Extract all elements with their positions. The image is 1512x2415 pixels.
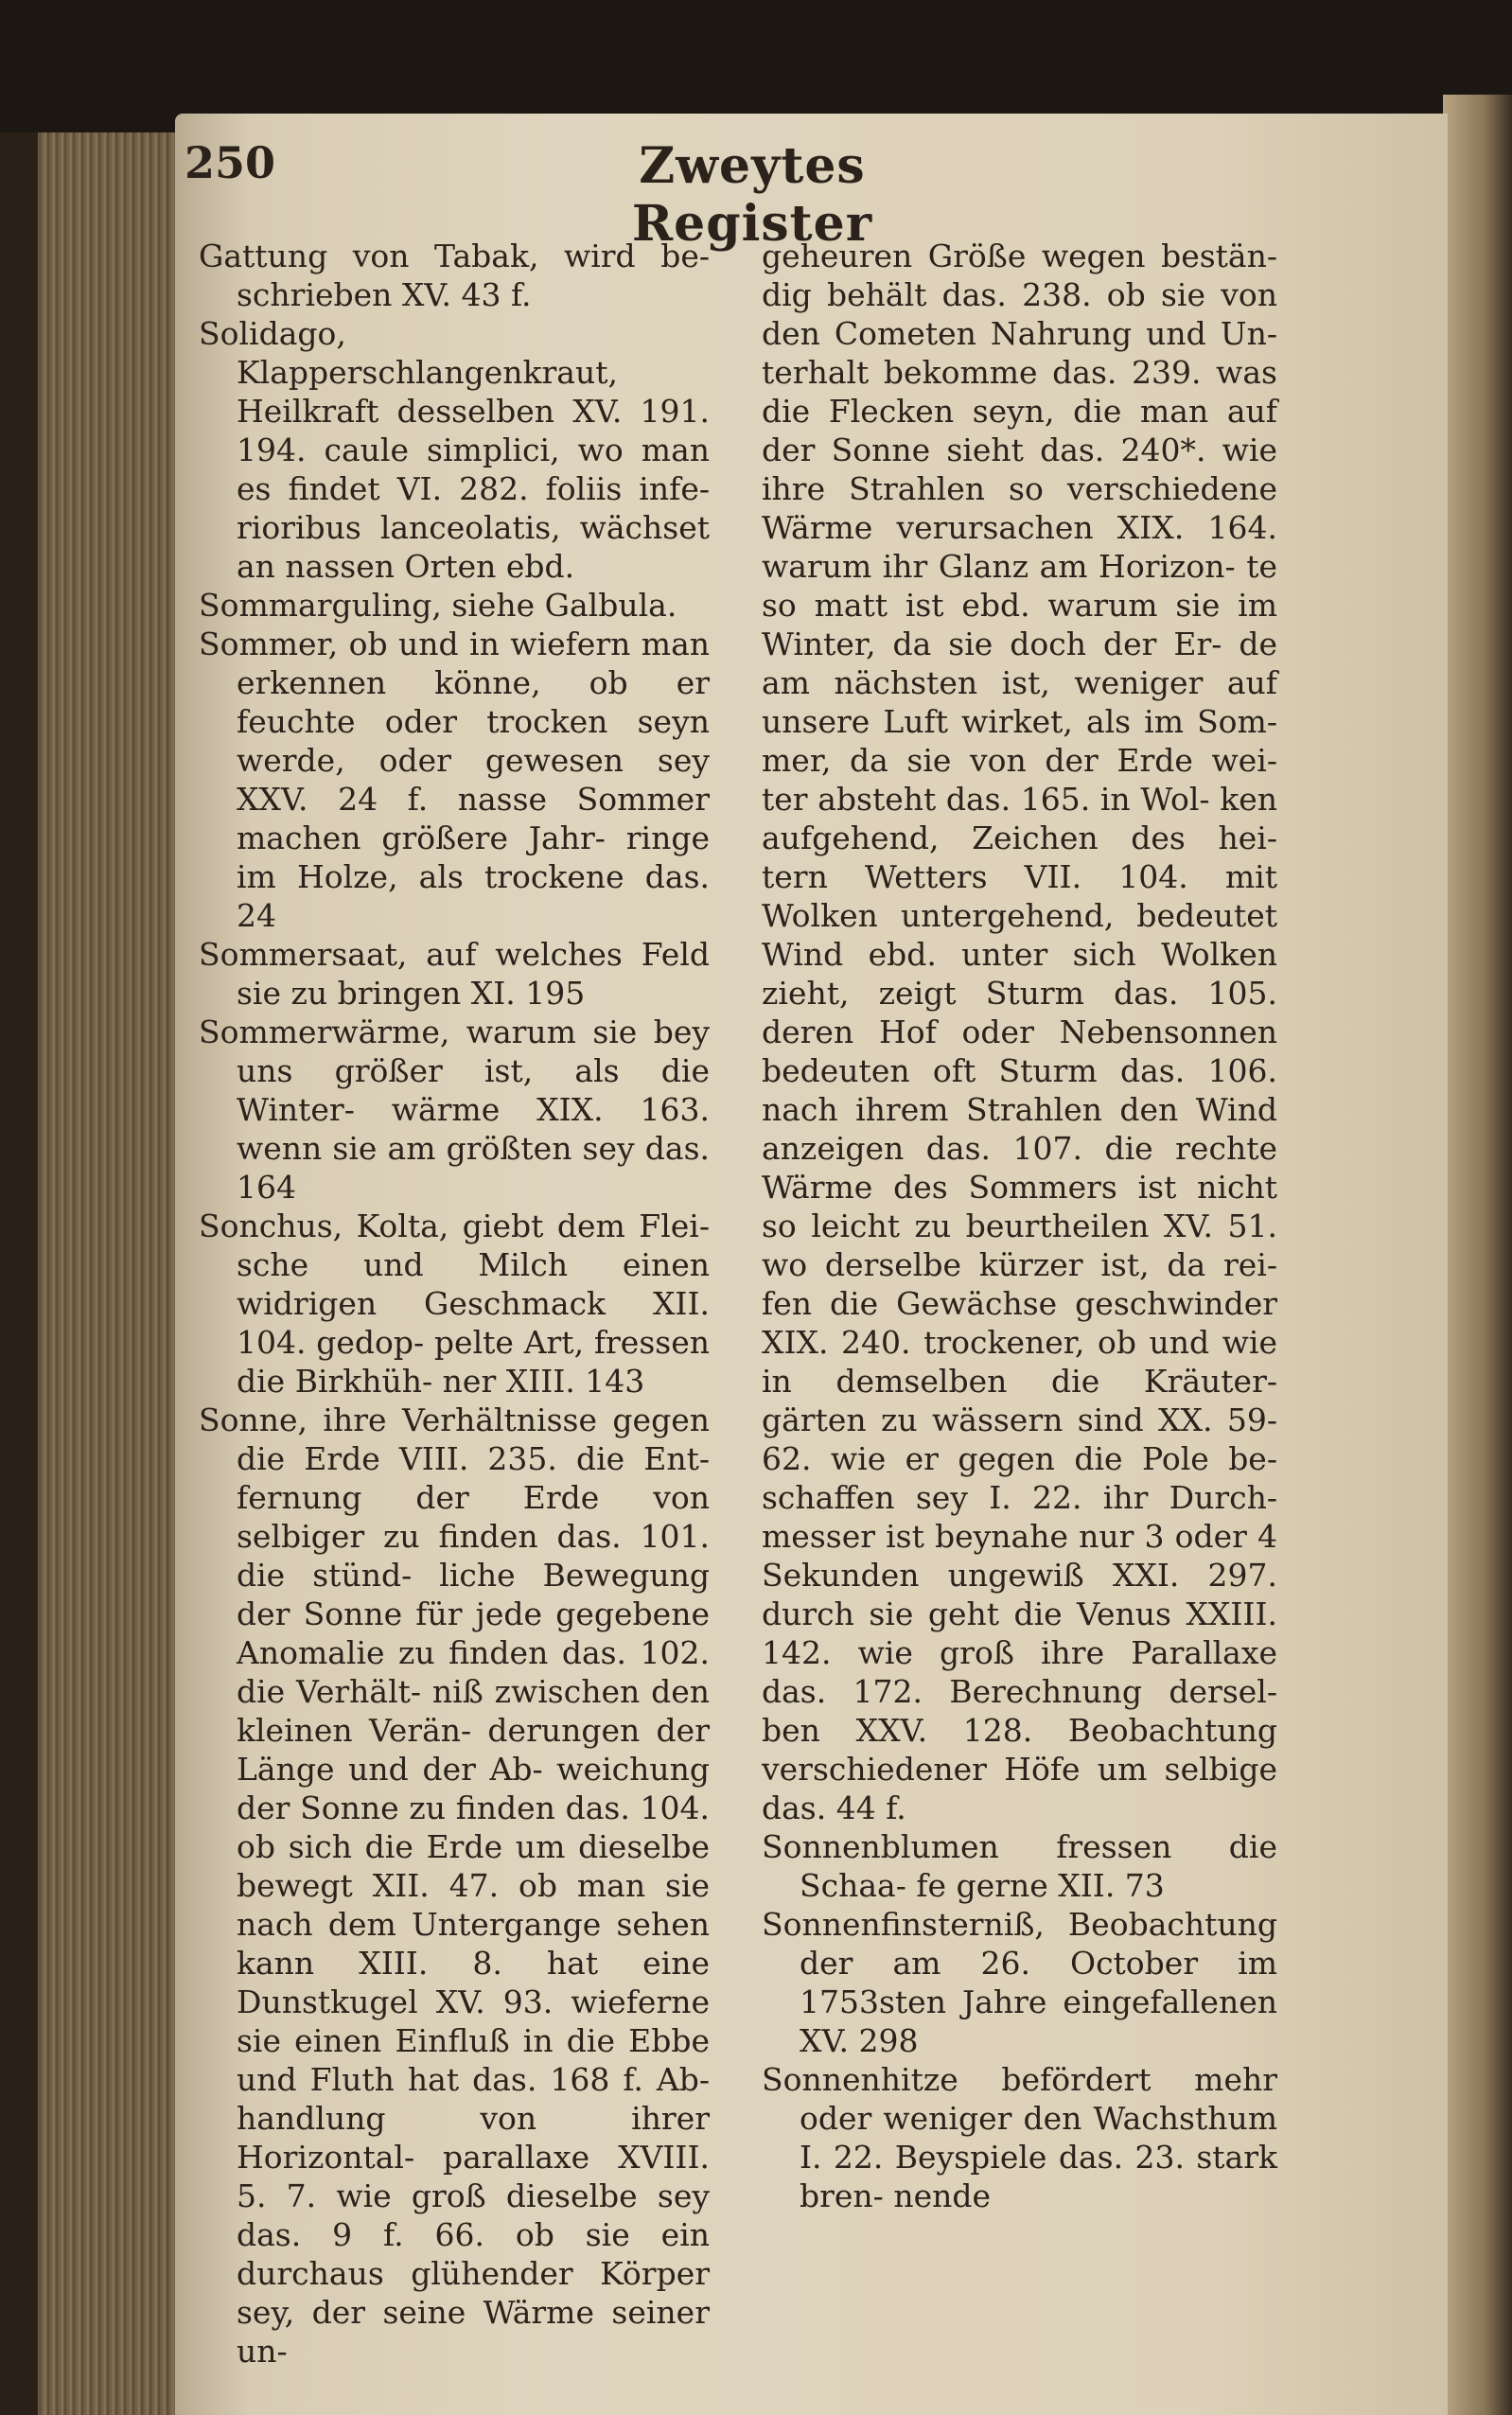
index-entry: Sommerwärme, warum sie bey uns größer ist, als die Winter‐ wärme XIX. 163. wenn sie am größten sey das. 164 bbox=[199, 1014, 710, 1206]
index-entry: Sommarguling, siehe Galbula. bbox=[199, 587, 677, 624]
index-entry: Sommer, ob und in wiefern man erkennen könne, ob er feuchte oder trocken seyn werde, oder gewesen sey XXV. 24 f. nasse Sommer machen größere Jahr‐ ringe im Holze, als trockene das. 24 bbox=[199, 626, 710, 934]
index-entry: Sonnenblumen fressen die Schaa‐ fe gerne XII. 73 bbox=[762, 1828, 1277, 1904]
index-entry: Solidago, Klapperschlangenkraut, Heilkraft desselben XV. 191. 194. caule simplici, wo man es findet VI. 282. foliis infe‐ rioribus lanceolatis, wächset an nassen Orten ebd. bbox=[199, 315, 710, 585]
index-column-right bbox=[762, 237, 1277, 2215]
page-number: 250 bbox=[185, 137, 276, 188]
index-entry: Sonnenfinsterniß, Beobachtung der am 26. October im 1753sten Jahre eingefallenen XV. 298 bbox=[762, 1906, 1277, 2059]
page-title: Zweytes Register bbox=[631, 137, 873, 253]
index-entry: Sonnenhitze befördert mehr oder weniger den Wachsthum I. 22. Beyspiele das. 23. stark bren‐ nende bbox=[762, 2061, 1277, 2214]
index-entry: Gattung von Tabak, wird be‐ schrieben XV. 43 f. bbox=[199, 238, 710, 313]
book-cover-edge bbox=[0, 132, 38, 2415]
index-column-left bbox=[199, 237, 710, 2371]
index-entry: Sonne, ihre Verhältnisse gegen die Erde VIII. 235. die Ent‐ fernung der Erde von selbiger zu finden das. 101. die stünd‐ liche Bewegung der Sonne für jede gegebene Anomalie zu finden das. 102. die Verhält‐ niß zwischen den kleinen Verän‐ derungen der Länge und der Ab‐ weichung der Sonne zu finden das. 104. ob sich die Erde um dieselbe bewegt XII. 47. ob man sie nach dem Untergange sehen kann XIII. 8. hat eine Dunstkugel XV. 93. wieferne sie einen Einfluß in die Ebbe und Fluth hat das. 168 f. Ab‐ handlung von ihrer Horizontal‐ parallaxe XVIII. 5. 7. wie groß dieselbe sey das. 9 f. 66. ob sie ein durchaus glühender Körper sey, der seine Wärme seiner un‐ bbox=[199, 1401, 710, 2370]
index-entry: Sonchus, Kolta, giebt dem Flei‐ sche und Milch einen widrigen Geschmack XII. 104. gedop‐ pelte Art, fressen die Birkhüh‐ ner XIII. 143 bbox=[199, 1208, 710, 1400]
facing-page-edge bbox=[1443, 95, 1512, 2415]
page-header bbox=[185, 137, 1206, 253]
index-entry: Sommersaat, auf welches Feld sie zu bringen XI. 195 bbox=[199, 936, 710, 1012]
index-entry-continued: geheuren Größe wegen bestän‐ dig behält das. 238. ob sie von den Cometen Nahrung und Un‐ terhalt bekomme das. 239. was die Flecken seyn, die man auf der Sonne sieht das. 240*. wie ihre Strahlen so verschiedene Wärme verursachen XIX. 164. warum ihr Glanz am Horizon‐ te so matt ist ebd. warum sie im Winter, da sie doch der Er‐ de am nächsten ist, weniger auf unsere Luft wirket, als im Som‐ mer, da sie von der Erde wei‐ ter absteht das. 165. in Wol‐ ken aufgehend, Zeichen des hei‐ tern Wetters VII. 104. mit Wolken untergehend, bedeutet Wind ebd. unter sich Wolken zieht, zeigt Sturm das. 105. deren Hof oder Nebensonnen bedeuten oft Sturm das. 106. nach ihrem Strahlen den Wind anzeigen das. 107. die rechte Wärme des Sommers ist nicht so leicht zu beurtheilen XV. 51. wo derselbe kürzer ist, da rei‐ fen die Gewächse geschwinder XIX. 240. trockener, ob und wie in demselben die Kräuter‐ gärten zu wässern sind XX. 59‐ 62. wie er gegen die Pole be‐ schaffen sey I. 22. ihr Durch‐ messer ist beynahe nur 3 oder 4 Sekunden ungewiß XXI. 297. durch sie geht die Venus XXIII. 142. wie groß ihre Parallaxe das. 172. Berechnung dersel‐ ben XXV. 128. Beobachtung verschiedener Höfe um selbige das. 44 f. bbox=[762, 238, 1277, 1826]
